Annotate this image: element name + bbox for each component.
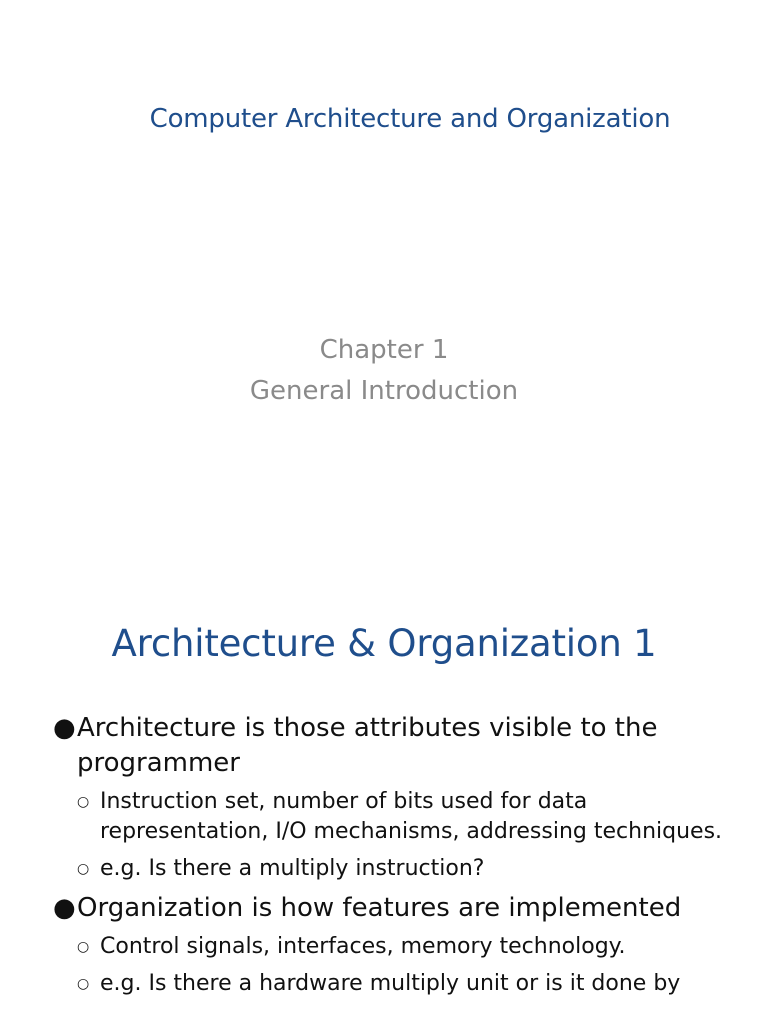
bullet-text: Architecture is those attributes visible to the programmer [77, 713, 658, 778]
bullet-dot-icon: ● [53, 713, 76, 743]
sub-bullet-text: Control signals, interfaces, memory technology. [100, 934, 626, 959]
sub-bullet [77, 854, 732, 884]
chapter-name: General Introduction [249, 376, 519, 406]
sub-bullet-list [77, 932, 732, 999]
bullet-dot-icon: ● [53, 893, 76, 923]
chapter-subtitle [0, 330, 768, 412]
bullet-organization [0, 891, 768, 999]
sub-bullet [77, 932, 732, 962]
bullet-list [0, 711, 768, 1006]
sub-bullet [77, 969, 732, 999]
sub-bullet-text: e.g. Is there a multiply instruction? [100, 856, 485, 881]
sub-bullet [77, 787, 732, 847]
circle-bullet-icon: ○ [77, 939, 90, 955]
deck-title: Computer Architecture and Organization [149, 104, 671, 134]
sub-bullet-text: e.g. Is there a hardware multiply unit or is it done by [100, 971, 681, 996]
circle-bullet-icon: ○ [77, 794, 90, 810]
chapter-number: Chapter 1 [319, 335, 449, 365]
sub-bullet-list [77, 787, 732, 884]
bullet-text: Organization is how features are implemented [77, 893, 682, 923]
sub-bullet-text: Instruction set, number of bits used for data representation, I/O mechanisms, addressing techniques. [100, 789, 723, 844]
circle-bullet-icon: ○ [77, 976, 90, 992]
content-slide [0, 576, 768, 1024]
slide-title: Architecture & Organization 1 [111, 622, 657, 665]
bullet-architecture [0, 711, 768, 884]
circle-bullet-icon: ○ [77, 861, 90, 877]
